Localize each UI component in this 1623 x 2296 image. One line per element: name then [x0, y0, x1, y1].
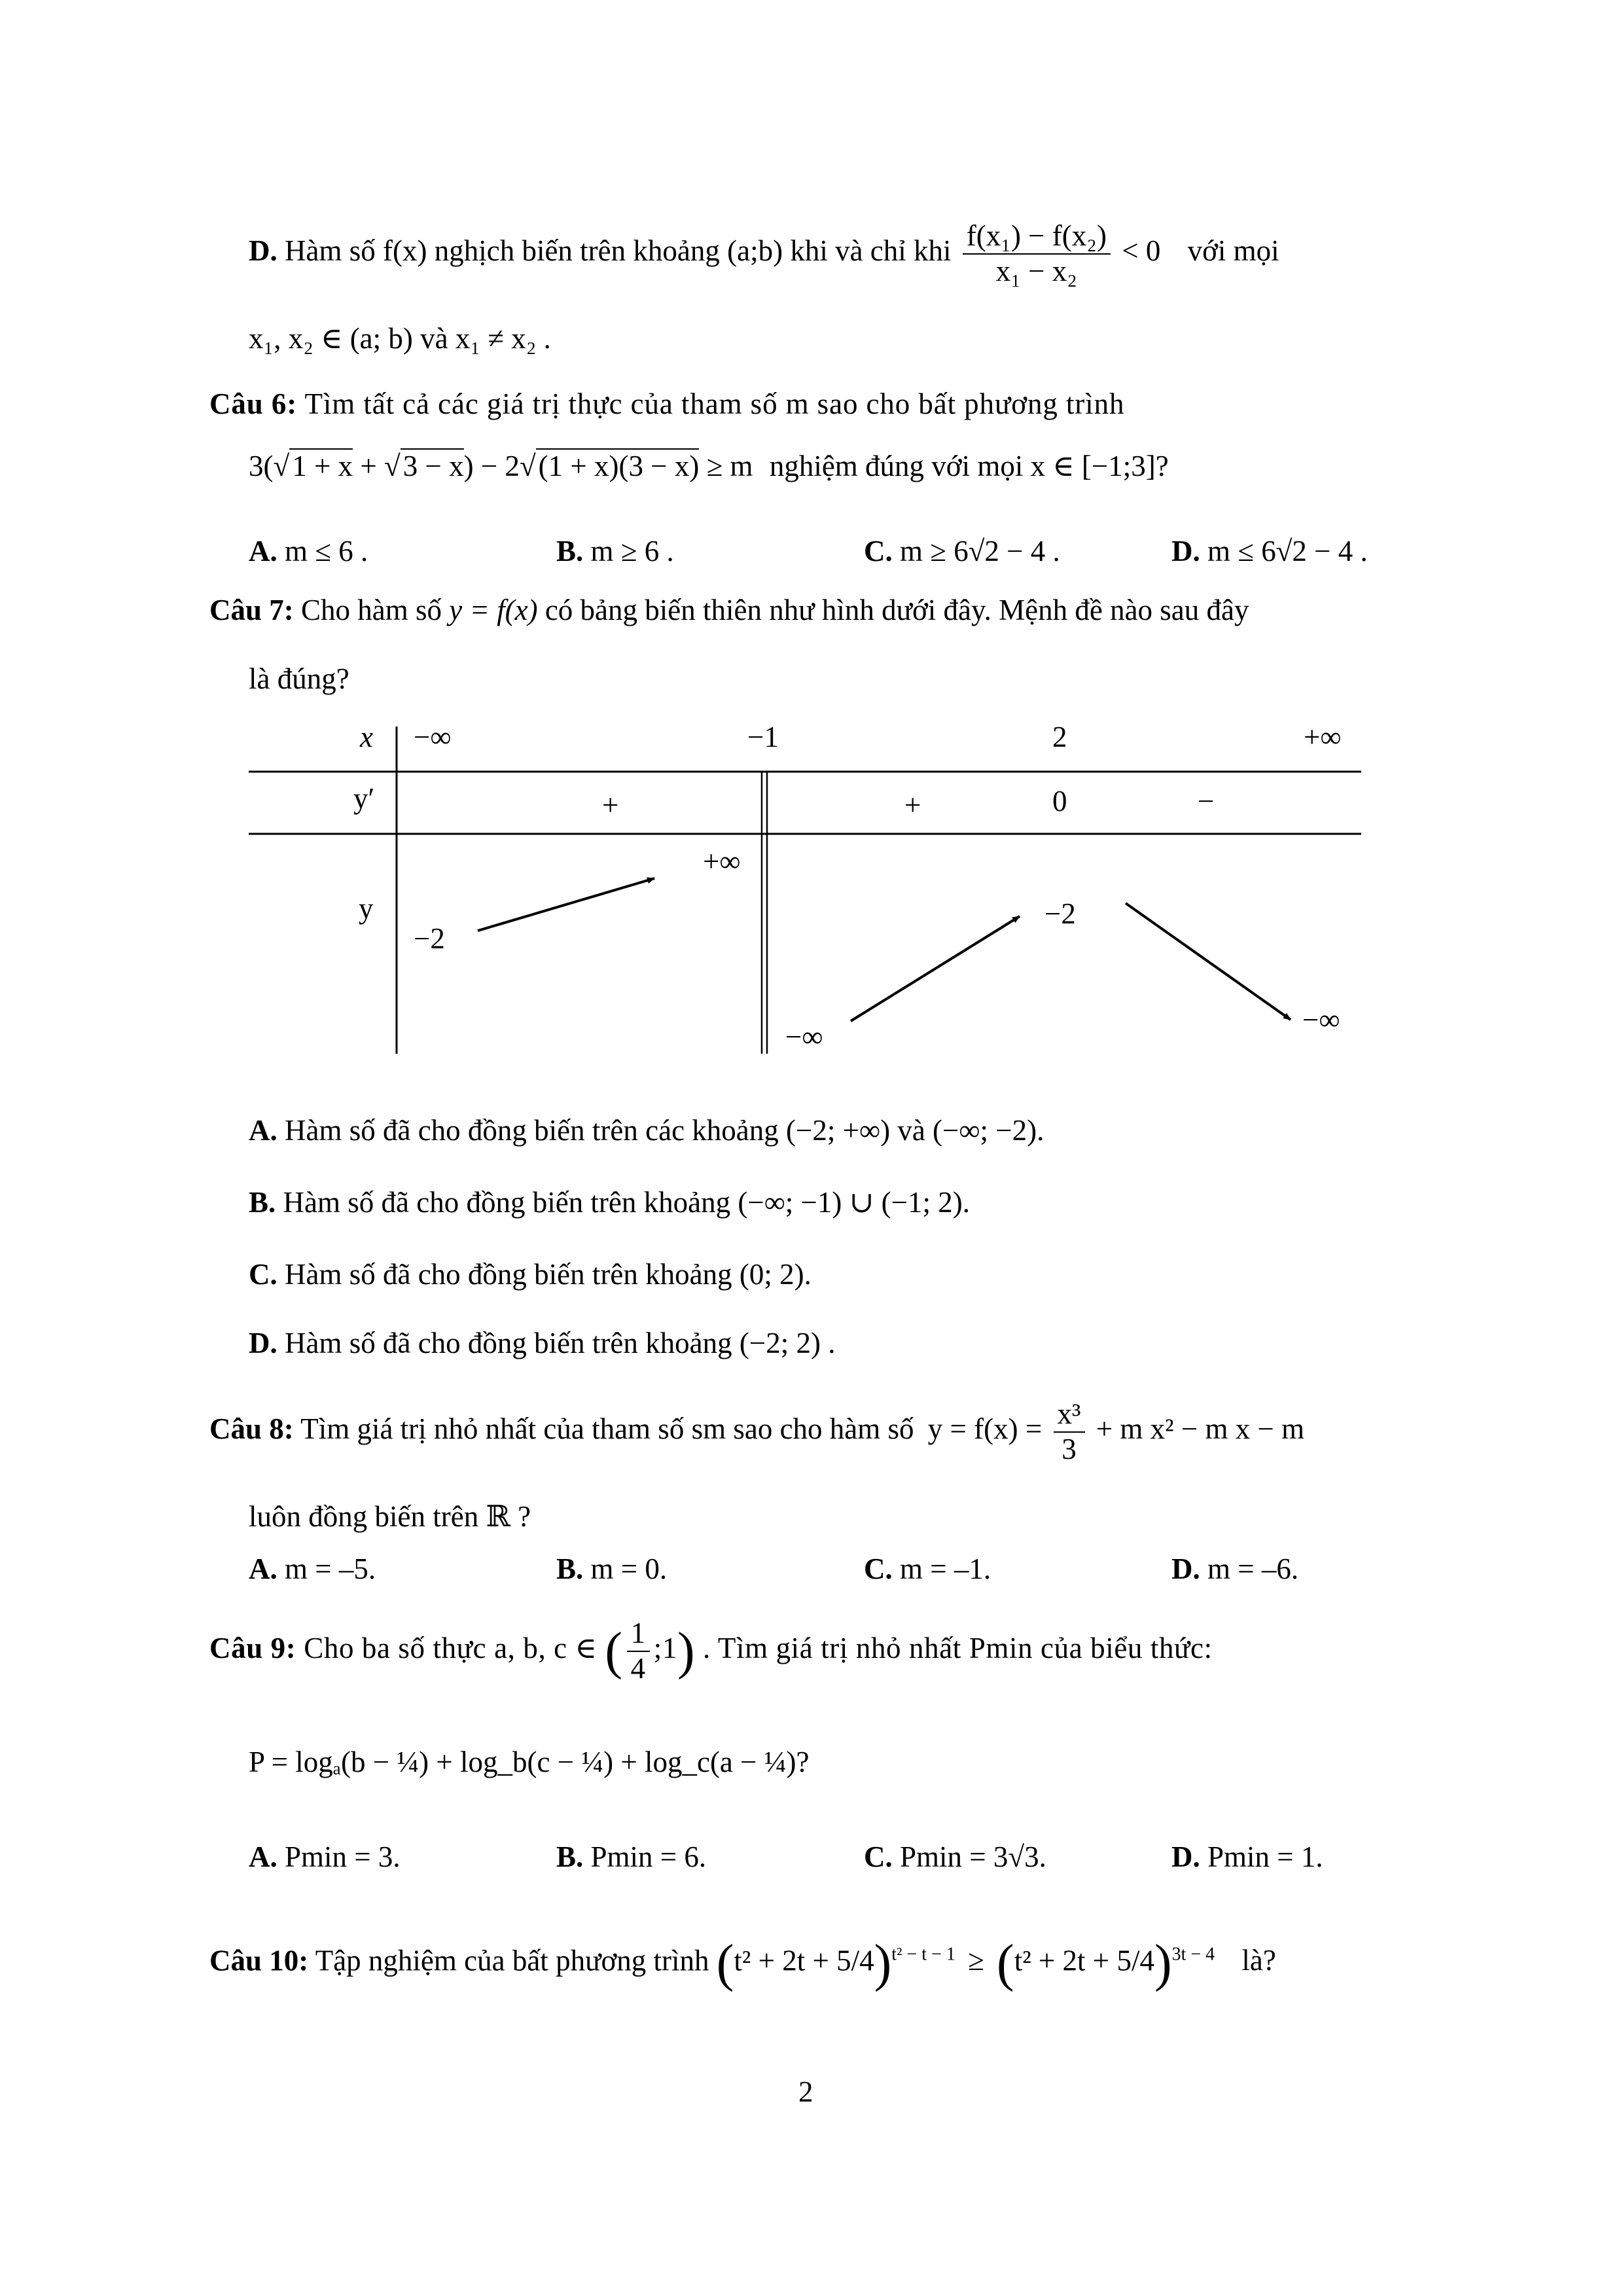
q9-option-d[interactable] — [1171, 1839, 1479, 1874]
q6-domain: x ∈ [−1;3]? — [1030, 450, 1169, 482]
q9-label: Câu 9: — [209, 1632, 296, 1665]
q6-label: Câu 6: — [209, 387, 298, 420]
q8-func-a: y = f(x) = — [927, 1412, 1043, 1446]
q10-geq: ≥ — [968, 1944, 984, 1977]
q7-option-d-label: D. — [249, 1327, 277, 1359]
q7-func: y = f(x) — [449, 594, 538, 626]
q7-option-b-text: Hàm số đã cho đồng biến trên khoảng (−∞; −1) ∪ (−1; 2). — [283, 1186, 970, 1219]
table-x-label: x — [360, 721, 373, 753]
q9-pmin: Pmin — [969, 1632, 1033, 1665]
q8-stem — [209, 1397, 1304, 1467]
q8-label: Câu 8: — [209, 1412, 294, 1446]
q9-option-a-value: Pmin = 3. — [285, 1840, 401, 1873]
q9-text3: của biểu thức: — [1041, 1632, 1213, 1665]
q8-options — [249, 1551, 1479, 1587]
q6-options — [249, 533, 1479, 569]
q7-label: Câu 7: — [209, 594, 294, 626]
q9-option-a[interactable] — [249, 1839, 556, 1874]
variation-table — [249, 707, 1387, 1073]
table-yp-zero: 0 — [1052, 785, 1067, 817]
q10-stem: Câu 10: Tập nghiệm của bất phương trình $(t^2 + 2t + 5/4)^{t^2 - t - 1} \ge (t^2 + 2t + 5/4)^{3t - 4}$ là? — [209, 1935, 1276, 1992]
q7-option-c-text: Hàm số đã cho đồng biến trên khoảng (0; 2). — [285, 1258, 812, 1291]
q10-text1: Tập nghiệm của bất phương trình — [315, 1944, 709, 1977]
q8-option-b-value: m = 0. — [590, 1552, 668, 1585]
q9-option-b-label: B. — [556, 1840, 584, 1873]
table-yp-sign-2: + — [904, 789, 921, 821]
q5d-frac-num: f(x₁) − f(x₂) — [963, 219, 1111, 255]
q5d-label: D. — [249, 234, 277, 268]
q10-base-1: t² + 2t + 5/4 — [734, 1944, 874, 1977]
q6-option-d[interactable] — [1171, 533, 1479, 569]
variation-table-lines — [249, 707, 1387, 1073]
q5d-text2: nghịch biến trên khoảng — [434, 234, 720, 268]
q8-fraction — [1054, 1397, 1085, 1467]
q6-option-b-label: B. — [556, 535, 584, 567]
q6-sqrt1: 1 + x — [289, 448, 353, 482]
table-x-neg-inf: −∞ — [414, 721, 452, 753]
q8-option-a-label: A. — [249, 1552, 277, 1585]
q8-frac-num: x³ — [1054, 1397, 1085, 1433]
q9-text1: Cho ba số thực a, b, c ∈ — [304, 1632, 597, 1665]
q6-expr-b: ) − 2 — [463, 450, 520, 482]
q10-label: Câu 10: — [209, 1944, 309, 1977]
q9-interval-den: 4 — [630, 1651, 646, 1685]
table-x-pos-inf: +∞ — [1304, 721, 1342, 753]
q6-sqrt3: (1 + x)(3 − x) — [536, 448, 700, 482]
q8-option-c-label: C. — [864, 1552, 893, 1585]
table-yp-sign-1: + — [602, 789, 619, 821]
q6-option-d-value: m ≤ 6√2 − 4 . — [1207, 535, 1368, 567]
q9-option-d-value: Pmin = 1. — [1207, 1840, 1323, 1873]
q8-option-d-value: m = –6. — [1207, 1552, 1299, 1585]
q5d-frac-den: x₁ − x₂ — [995, 254, 1077, 287]
q10-exp-2: 3t − 4 — [1171, 1944, 1215, 1965]
q6-expr-c: ≥ m — [699, 450, 753, 482]
q8-text2: luôn đồng biến trên ℝ ? — [249, 1500, 531, 1533]
q7-option-a-text: Hàm số đã cho đồng biến trên các khoảng (−2; +∞) và (−∞; −2). — [285, 1114, 1044, 1147]
page-number: 2 — [798, 2075, 813, 2108]
table-yp-label: y′ — [353, 782, 375, 815]
q8-text1: Tìm giá trị nhỏ nhất của tham số sm sao cho hàm số — [300, 1412, 914, 1446]
table-y-val-2: +∞ — [703, 845, 741, 878]
q7-text1: Cho hàm số — [301, 594, 442, 626]
q7-option-b[interactable] — [249, 1185, 970, 1220]
q8-option-c[interactable] — [864, 1551, 1171, 1587]
q6-text2: nghiệm đúng với mọi — [769, 450, 1024, 482]
q7-option-d-text: Hàm số đã cho đồng biến trên khoảng (−2; 2) . — [285, 1327, 836, 1359]
q7-option-b-label: B. — [249, 1186, 276, 1219]
q7-option-a-label: A. — [249, 1114, 277, 1147]
q9-option-a-label: A. — [249, 1840, 277, 1873]
q5d-text1: Hàm số — [285, 234, 376, 268]
q7-text2: có bảng biến thiên như hình dưới đây. Mệnh đề nào sau đây — [544, 594, 1249, 626]
table-yp-sign-3: − — [1198, 785, 1215, 817]
q6-text: Tìm tất cả các giá trị thực của tham số m sao cho bất phương trình — [304, 387, 1125, 420]
q10-text2: là? — [1241, 1944, 1276, 1977]
q8-option-a[interactable] — [249, 1551, 556, 1587]
table-x-two: 2 — [1052, 721, 1067, 753]
q7-stem — [209, 592, 1249, 628]
q8-option-b[interactable] — [556, 1551, 864, 1587]
q6-option-c-value: m ≥ 6√2 − 4 . — [900, 535, 1060, 567]
table-y-val-1: −2 — [414, 922, 445, 955]
q5d-fx: f(x) — [383, 234, 427, 268]
q5d-fraction — [963, 219, 1111, 289]
q6-option-a-value: m ≤ 6 . — [285, 535, 368, 567]
q7-text3: là đúng? — [249, 662, 349, 695]
q6-stem — [209, 386, 1124, 422]
q5d-interval: (a;b) — [727, 234, 783, 268]
q9-stem: Câu 9: Cho ba số thực a, b, c ∈ ( $\frac{1}{4}$ ;1) . Tìm giá trị nhỏ nhất Pmin của biểu thức: — [209, 1617, 1213, 1685]
table-y-val-5: −∞ — [1302, 1003, 1340, 1036]
q6-plus: + — [353, 450, 384, 482]
q9-option-b[interactable] — [556, 1839, 864, 1874]
q6-expr-a: 3( — [249, 450, 274, 482]
q8-option-d[interactable] — [1171, 1551, 1479, 1587]
q6-option-a-label: A. — [249, 535, 277, 567]
arrow-down — [1126, 903, 1291, 1020]
q9-option-d-label: D. — [1171, 1840, 1200, 1873]
q6-option-c[interactable] — [864, 533, 1171, 569]
q9-p-expression: P = logₐ(b − ¼) + log_b(c − ¼) + log_c(a − ¼)? — [249, 1746, 810, 1778]
q9-interval-end: ;1 — [653, 1632, 677, 1665]
q10-base-2: t² + 2t + 5/4 — [1014, 1944, 1154, 1977]
q8-option-b-label: B. — [556, 1552, 584, 1585]
q8-func-b: + m x² − m x − m — [1096, 1412, 1305, 1446]
q6-option-c-label: C. — [864, 535, 893, 567]
q10-exp-1: t² − t − 1 — [891, 1944, 955, 1965]
q6-sqrt2: 3 − x — [401, 448, 464, 482]
q8-option-d-label: D. — [1171, 1552, 1200, 1585]
q9-interval-frac — [627, 1617, 650, 1686]
table-y-val-4: −2 — [1044, 897, 1076, 930]
q8-option-c-value: m = –1. — [900, 1552, 991, 1585]
table-y-label: y — [359, 892, 374, 925]
q6-expression: 3(√1 + x + √3 − x) − 2√(1 + x)(3 − x) ≥ m nghiệm đúng với mọi x ∈ [−1;3]? — [249, 450, 1169, 482]
q9-option-c-label: C. — [864, 1840, 893, 1873]
q9-option-c[interactable] — [864, 1839, 1171, 1874]
q5d-cond: < 0 — [1122, 234, 1161, 268]
q7-option-d[interactable] — [249, 1325, 835, 1361]
q5-option-d — [249, 219, 1279, 289]
table-y-val-3: −∞ — [785, 1020, 823, 1053]
q6-option-a[interactable] — [249, 533, 556, 569]
q5d-text4: với mọi — [1187, 234, 1279, 268]
q9-option-c-value: Pmin = 3√3. — [900, 1840, 1046, 1873]
table-x-minus-one: −1 — [747, 721, 779, 753]
q6-option-d-label: D. — [1171, 535, 1200, 567]
q7-option-c-label: C. — [249, 1258, 277, 1291]
q7-option-a[interactable] — [249, 1113, 1044, 1148]
q9-text2: . Tìm giá trị nhỏ nhất — [703, 1632, 961, 1665]
q5d-line2: x₁, x₂ ∈ (a; b) và x₁ ≠ x₂ . — [249, 322, 551, 355]
q8-frac-den: 3 — [1061, 1432, 1077, 1465]
arrow-up-1 — [478, 878, 654, 931]
arrow-up-2 — [851, 916, 1020, 1021]
q7-option-c[interactable] — [249, 1257, 812, 1292]
q5d-text3: khi và chỉ khi — [790, 234, 952, 268]
q9-options — [249, 1839, 1479, 1874]
q8-option-a-value: m = –5. — [285, 1552, 376, 1585]
q9-interval-num: 1 — [627, 1617, 650, 1652]
q6-option-b-value: m ≥ 6 . — [590, 535, 674, 567]
q6-option-b[interactable] — [556, 533, 864, 569]
q9-option-b-value: Pmin = 6. — [590, 1840, 707, 1873]
